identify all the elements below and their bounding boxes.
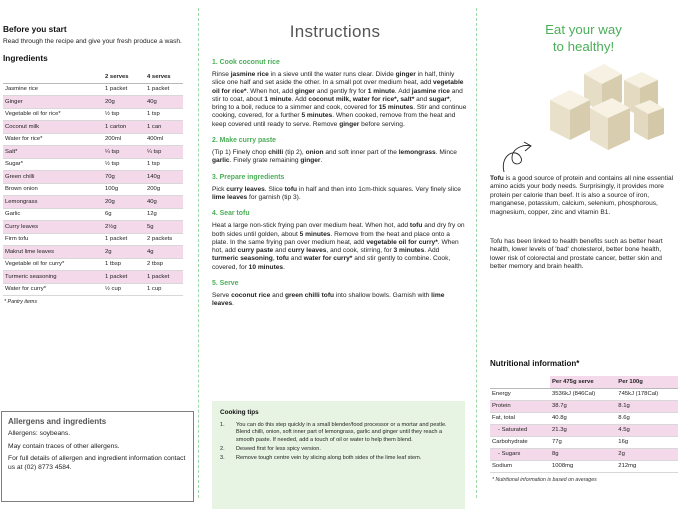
- table-cell: Vegetable oil for curry*: [3, 258, 103, 271]
- allergens-traces-line: May contain traces of other allergens.: [8, 442, 120, 450]
- bold-text: onion: [305, 149, 324, 157]
- table-cell: 20g: [103, 96, 145, 109]
- bold-text: curry leaves: [226, 185, 265, 193]
- bold-text: chilli: [268, 149, 284, 157]
- table-cell: Carbohydrate: [490, 436, 550, 448]
- allergens-line: Allergens: soybeans.: [8, 430, 71, 437]
- table-cell: 8.1g: [616, 400, 678, 412]
- table-cell: 400ml: [145, 133, 183, 146]
- tofu-cube-icon: [550, 90, 590, 140]
- table-cell: Sugar*: [3, 158, 103, 171]
- table-row: [3, 183, 183, 196]
- table-row: [3, 171, 183, 184]
- table-cell: 1 packet: [145, 271, 183, 284]
- table-cell: 77g: [550, 436, 616, 448]
- tip-item: [220, 455, 457, 462]
- table-row: [3, 121, 183, 134]
- table-row: [3, 146, 183, 159]
- table-cell: 20g: [103, 196, 145, 209]
- table-row: [3, 196, 183, 209]
- table-cell: 6g: [103, 208, 145, 221]
- bold-text: tofu: [276, 255, 289, 263]
- table-header: Per 475g serve: [550, 376, 616, 388]
- table-row: [3, 271, 183, 284]
- left-column: [0, 0, 196, 509]
- step-heading: 5. Serve: [212, 280, 239, 288]
- table-cell: Vegetable oil for rice*: [3, 108, 103, 121]
- ingredients-heading: Ingredients: [3, 53, 48, 63]
- table-cell: Coconut milk: [3, 121, 103, 134]
- bold-text: green chilli tofu: [284, 292, 335, 300]
- tofu-cubes-image: [500, 60, 678, 172]
- tip-text: You can do this step quickly in a small blender/food processor or a mortar and pestle. Blend chilli, onion, soft inner part of lemongrass, garlic and ginger until they reach a smooth paste. If needed, add a touch of oil or water to help them blend.: [236, 422, 447, 443]
- table-cell: 2g: [103, 246, 145, 259]
- table-cell: 5g: [145, 221, 183, 234]
- table-row: [3, 258, 183, 271]
- step-text: Serve coconut rice and green chilli tofu into shallow bowls. Garnish with lime leaves.: [212, 292, 445, 308]
- allergens-box: [1, 411, 194, 502]
- table-cell: 16g: [616, 436, 678, 448]
- table-cell: Sodium: [490, 460, 550, 472]
- allergens-title: Allergens and ingredients: [8, 417, 107, 426]
- arrow-head-icon: [524, 142, 531, 151]
- before-you-start-heading: Before you start: [3, 24, 67, 34]
- step-text: (Tip 1) Finely chop chilli (tip 2), onion and soft inner part of the lemongrass. Mince garlic. Finely grate remaining ginger.: [212, 149, 457, 165]
- cooking-tips-box: [212, 401, 465, 509]
- bold-text: 10 minutes: [248, 263, 284, 271]
- bold-text: coconut milk, water for rice*, salt*: [308, 95, 415, 103]
- nutrition-note: * Nutritional information is based on averages: [492, 477, 597, 483]
- bold-text: ginger: [294, 87, 315, 95]
- instruction-steps: [200, 59, 470, 309]
- table-row: [490, 388, 678, 400]
- eat-heading-line2: to healthy!: [552, 39, 615, 54]
- bold-text: sugar*: [429, 95, 450, 103]
- bold-text: jasmine rice: [411, 87, 450, 95]
- table-cell: 200ml: [103, 133, 145, 146]
- table-row: [490, 424, 678, 436]
- bold-text: coconut rice: [231, 292, 271, 300]
- table-row: [3, 283, 183, 296]
- table-cell: Salt*: [3, 146, 103, 159]
- column-divider-left: [198, 8, 199, 498]
- table-row: [490, 412, 678, 424]
- tip-number: 1.: [220, 422, 225, 428]
- table-header: [3, 71, 103, 83]
- step-heading: 1. Cook coconut rice: [212, 59, 280, 66]
- bold-text: curry leaves: [287, 247, 327, 255]
- step-text: Heat a large non-stick frying pan over medium heat. When hot, add tofu and dry fry on both sides until golden, about 5 minutes. Remove from the heat and place onto a plate. In the same frying pan over medium heat, add vegetable oil for curry*. When hot, add curry paste and curry leaves, and cook, stirring, for 3 minutes. Add turmeric seasoning, tofu and water for curry* and stir gently to combine. Cook, covered, for 10 minutes.: [212, 222, 465, 271]
- bold-text: vegetable oil for curry*: [366, 238, 438, 246]
- table-cell: Garlic: [3, 208, 103, 221]
- table-row: [3, 108, 183, 121]
- table-cell: 2½g: [103, 221, 145, 234]
- table-cell: Jasmine rice: [3, 83, 103, 96]
- table-cell: 2g: [616, 448, 678, 460]
- table-cell: 1 carton: [103, 121, 145, 134]
- instructions-title: Instructions: [289, 22, 381, 41]
- table-cell: Water for curry*: [3, 283, 103, 296]
- table-row: [490, 436, 678, 448]
- step-heading: 4. Sear tofu: [212, 210, 250, 218]
- cooking-tips-title: Cooking tips: [220, 409, 259, 416]
- table-cell: ¼ tsp: [103, 146, 145, 159]
- bold-text: tofu: [284, 185, 298, 193]
- table-cell: Firm tofu: [3, 233, 103, 246]
- ingredients-table: [3, 71, 183, 296]
- table-cell: 745kJ (178Cal): [616, 388, 678, 400]
- table-row: [490, 448, 678, 460]
- tofu-info-text: Tofu is a good source of protein and contains all nine essential amino acids your body needs. Surprisingly, it provides more protein per calorie than beef. It is also a source of iron, manganese, potassium, calcium, selenium, phosphorous, magnesium, copper, zinc and vitamin B1.: [490, 175, 674, 216]
- tofu-cubes-illustration: [500, 60, 678, 172]
- right-column: [480, 0, 679, 509]
- middle-column: [200, 0, 470, 509]
- table-row: [3, 208, 183, 221]
- table-cell: 38.7g: [550, 400, 616, 412]
- bold-text: Tofu: [490, 175, 504, 182]
- table-cell: 3536kJ (846Cal): [550, 388, 616, 400]
- table-row: [490, 400, 678, 412]
- table-cell: 1 packet: [103, 83, 145, 96]
- table-cell: Fat, total: [490, 412, 550, 424]
- table-cell: 40.8g: [550, 412, 616, 424]
- table-cell: - Sugars: [490, 448, 550, 460]
- tofu-benefits-text: Tofu has been linked to health benefits such as better heart health, lower levels of 'bad' cholesterol, better bone health, lower risk of colorectal and prostate cancer, better skin and better memory and brain health.: [490, 238, 663, 271]
- table-cell: 1008mg: [550, 460, 616, 472]
- bold-text: 1 minute: [367, 87, 395, 95]
- bold-text: 3 minutes: [393, 247, 425, 255]
- bold-text: 5 minutes: [301, 112, 333, 120]
- bold-text: ginger: [339, 120, 360, 128]
- table-cell: 1 tbsp: [103, 258, 145, 271]
- table-cell: Lemongrass: [3, 196, 103, 209]
- curly-arrow-icon: [503, 146, 530, 173]
- table-row: [3, 96, 183, 109]
- step-heading: 3. Prepare ingredients: [212, 173, 285, 181]
- pantry-note: * Pantry items: [4, 299, 37, 305]
- table-cell: 12g: [145, 208, 183, 221]
- bold-text: ginger: [300, 157, 321, 165]
- table-cell: Turmeric seasoning: [3, 271, 103, 284]
- table-cell: Curry leaves: [3, 221, 103, 234]
- tofu-cube-icon: [590, 98, 630, 150]
- bold-text: water for curry*: [303, 255, 353, 263]
- table-cell: 40g: [145, 96, 183, 109]
- step-text: Rinse jasmine rice in a sieve until the water runs clear. Divide ginger in half, thinly slice one half and set aside the other. In a small pot over medium heat, add vegetable oil for rice*. When hot, add ginger and gently fry for 1 minute. Add jasmine rice and stir to coat, about 1 minute. Add coconut milk, water for rice*, salt* and sugar*, bring to a boil, reduce to a simmer and cook, covered for 15 minutes. Stir and continue cooking, covered, for a further 5 minutes. When cooked, remove from the heat and keep covered until ready to serve. Remove ginger before serving.: [212, 71, 467, 128]
- table-cell: 1 tsp: [145, 158, 183, 171]
- bold-text: curry paste: [237, 247, 274, 255]
- bold-text: ginger: [395, 71, 416, 78]
- before-you-start-text: Read through the recipe and give your fresh produce a wash.: [3, 38, 182, 45]
- table-cell: ½ tsp: [103, 158, 145, 171]
- table-cell: 4g: [145, 246, 183, 259]
- bold-text: lime leaves: [212, 193, 248, 201]
- table-cell: 1 tsp: [145, 108, 183, 121]
- step-heading: 2. Make curry paste: [212, 137, 276, 145]
- step-text: Pick curry leaves. Slice tofu in half and then into 1cm-thick squares. Very finely slice lime leaves for garnish (tip 3).: [212, 185, 461, 201]
- eat-heading-line1: Eat your way: [545, 22, 622, 37]
- bold-text: lime leaves: [212, 292, 445, 308]
- table-cell: 1 packet: [103, 233, 145, 246]
- table-cell: Ginger: [3, 96, 103, 109]
- table-header: 2 serves: [103, 71, 145, 83]
- table-cell: Water for rice*: [3, 133, 103, 146]
- tip-number: 3.: [220, 455, 225, 462]
- table-header: 4 serves: [145, 71, 183, 83]
- bold-text: jasmine rice: [230, 71, 269, 78]
- tip-text: Deseed first for less spicy version.: [236, 445, 321, 452]
- table-cell: Green chilli: [3, 171, 103, 184]
- table-cell: 8.6g: [616, 412, 678, 424]
- table-cell: 2 tbsp: [145, 258, 183, 271]
- bold-text: garlic: [212, 157, 230, 165]
- bold-text: 15 minutes: [378, 104, 414, 112]
- table-cell: ½ tsp: [103, 108, 145, 121]
- table-cell: Energy: [490, 388, 550, 400]
- cooking-tips-list: [220, 422, 457, 462]
- bold-text: turmeric seasoning: [212, 255, 273, 263]
- table-cell: - Saturated: [490, 424, 550, 436]
- table-cell: Protein: [490, 400, 550, 412]
- table-cell: 1 cup: [145, 283, 183, 296]
- allergens-contact-line: For full details of allergen and ingredient information contact us at (02) 8773 4584.: [8, 455, 186, 471]
- table-row: [490, 460, 678, 472]
- table-cell: 21.3g: [550, 424, 616, 436]
- nutrition-heading: Nutritional information*: [490, 359, 580, 368]
- table-cell: Brown onion: [3, 183, 103, 196]
- table-cell: 2 packets: [145, 233, 183, 246]
- tip-text: Remove tough centre vein by slicing along both sides of the lime leaf stem.: [236, 455, 422, 462]
- table-row: [3, 233, 183, 246]
- bold-text: 5 minutes: [299, 230, 331, 238]
- table-cell: 140g: [145, 171, 183, 184]
- table-cell: 1 packet: [103, 271, 145, 284]
- table-row: [3, 83, 183, 96]
- nutrition-table: [490, 376, 678, 473]
- table-cell: Makrut lime leaves: [3, 246, 103, 259]
- table-cell: 200g: [145, 183, 183, 196]
- table-cell: 100g: [103, 183, 145, 196]
- bold-text: lemongrass: [398, 149, 436, 157]
- tip-item: [220, 446, 457, 453]
- table-row: [3, 133, 183, 146]
- tofu-cube-icon: [634, 100, 664, 140]
- table-row: [3, 158, 183, 171]
- table-cell: 1 packet: [145, 83, 183, 96]
- tip-number: 2.: [220, 445, 225, 452]
- table-header: Per 100g: [616, 376, 678, 388]
- table-cell: 212mg: [616, 460, 678, 472]
- table-cell: 40g: [145, 196, 183, 209]
- column-divider-right: [476, 8, 477, 498]
- eat-your-way-heading: [480, 21, 679, 55]
- table-cell: 4.5g: [616, 424, 678, 436]
- bold-text: 1 minute: [264, 95, 292, 103]
- table-cell: 8g: [550, 448, 616, 460]
- table-row: [3, 221, 183, 234]
- table-cell: 70g: [103, 171, 145, 184]
- table-cell: ½ cup: [103, 283, 145, 296]
- table-cell: 1 can: [145, 121, 183, 134]
- bold-text: vegetable oil for rice*: [212, 79, 464, 95]
- table-row: [3, 246, 183, 259]
- table-header: [490, 376, 550, 388]
- tip-item: [220, 422, 457, 444]
- table-cell: ¼ tsp: [145, 146, 183, 159]
- bold-text: tofu: [409, 222, 423, 230]
